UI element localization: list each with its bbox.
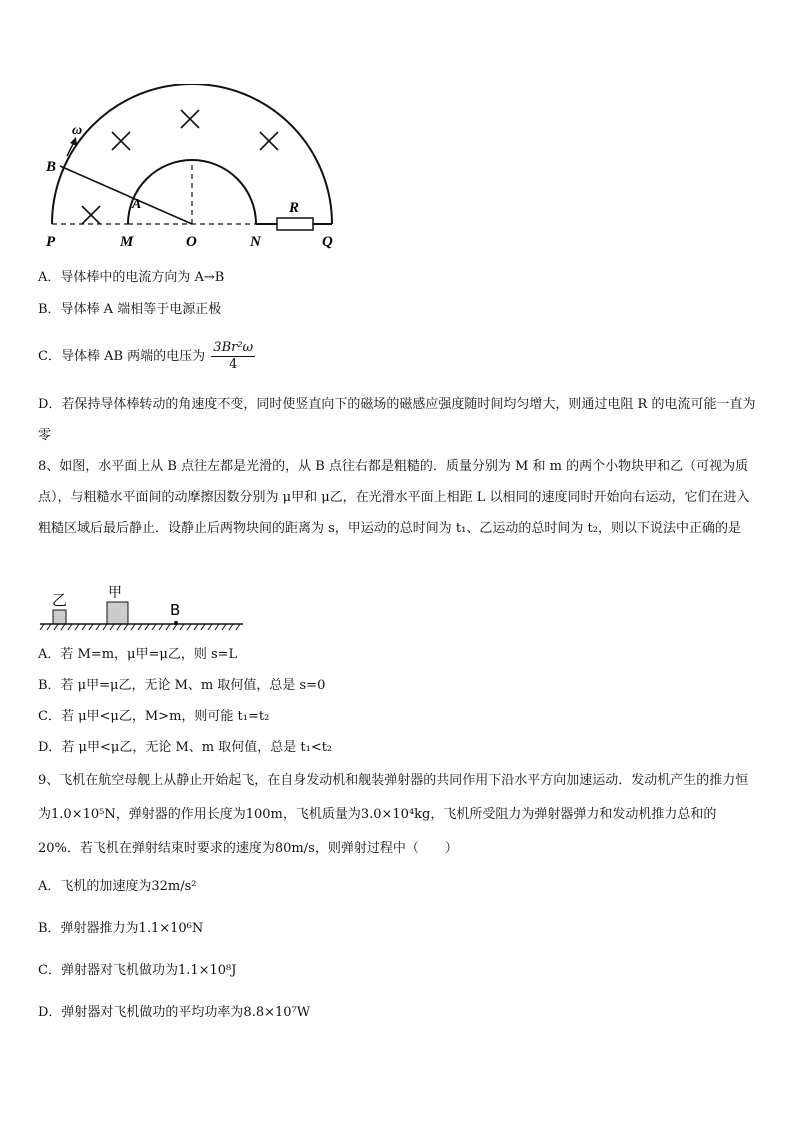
q7-option-c-fraction: [211, 340, 255, 373]
q9-option-d: D．弹射器对飞机做功的平均功率为8.8×10⁷W: [38, 1005, 311, 1020]
fraction-denominator: 4: [229, 357, 238, 372]
label-omega: ω: [72, 123, 83, 138]
q9-option-a: A．飞机的加速度为32m/s²: [38, 879, 197, 894]
q8-option-b: B．若 μ甲=μ乙，无论 M、m 取何值，总是 s=0: [38, 678, 326, 693]
q7-option-a: A．导体棒中的电流方向为 A→B: [38, 270, 225, 285]
q7-option-c: [38, 340, 255, 373]
rotation-arrowhead-icon: [70, 137, 77, 146]
q8-option-d: D．若 μ甲<μ乙，无论 M、m 取何值，总是 t₁<t₂: [38, 740, 333, 755]
field-cross-icon: [112, 132, 130, 150]
q8-option-a: A．若 M=m，μ甲=μ乙，则 s=L: [38, 647, 238, 662]
q8-stem: 8、如图，水平面上从 B 点往左都是光滑的，从 B 点往右都是粗糙的．质量分别为 M 和 m 的两个小物块甲和乙（可视为质点），与粗糙水平面间的动摩擦因数分别为 μ甲和 μ乙，在光滑水平面上相距 L 以相同的速度同时开始向右运动，它们在进入粗糙区域后最后静止．设静止后两物块间的距离为 s，甲运动的总时间为 t₁、乙运动的总时间为 t₂，则以下说法中正确的是: [38, 459, 750, 536]
label-B: B: [46, 159, 57, 175]
label-R: R: [289, 200, 300, 216]
q7-option-c-text: C．导体棒 AB 两端的电压为: [38, 349, 206, 364]
field-cross-icon: [181, 110, 199, 128]
label-P: P: [46, 234, 56, 249]
label-M: M: [120, 234, 134, 249]
block-jia: [107, 602, 128, 624]
label-jia: 甲: [108, 585, 122, 601]
label-O: O: [186, 234, 197, 249]
label-yi: 乙: [52, 591, 68, 609]
label-point-B: B: [170, 601, 181, 619]
q9-option-c: C．弹射器对飞机做功为1.1×10⁸J: [38, 963, 237, 978]
fraction-numerator: 3Br²ω: [213, 340, 254, 355]
ground-hatch: [40, 624, 240, 630]
field-cross-icon: [82, 206, 100, 224]
q9-stem: 9、飞机在航空母舰上从静止开始起飞，在自身发动机和舰装弹射器的共同作用下沿水平方向加速运动．发动机产生的推力恒为1.0×10⁵N，弹射器的作用长度为100m，飞机质量为3.0×10⁴kg，飞机所受阻力为弹射器弹力和发动机推力总和的 20%．若飞机在弹射结束时要求的速度为80m/s，则弹射过程中（ ）: [38, 773, 749, 856]
q9-option-b: B．弹射器推力为1.1×10⁶N: [38, 921, 204, 936]
blocks-figure: [38, 583, 248, 635]
magnetic-field-figure: [40, 84, 350, 249]
field-cross-icon: [260, 132, 278, 150]
label-Q: Q: [322, 234, 333, 249]
resistor: [277, 218, 313, 230]
label-A: A: [132, 197, 142, 212]
block-yi: [53, 610, 66, 624]
q7-option-d: D．若保持导体棒转动的角速度不变，同时使竖直向下的磁场的磁感应强度随时间均匀增大，则通过电阻 R 的电流可能一直为零: [38, 397, 756, 443]
conductor-rod: [60, 166, 192, 224]
q8-option-c: C．若 μ甲<μ乙，M>m，则可能 t₁=t₂: [38, 709, 270, 724]
q7-option-b: B．导体棒 A 端相等于电源正极: [38, 302, 222, 317]
label-N: N: [250, 234, 261, 249]
